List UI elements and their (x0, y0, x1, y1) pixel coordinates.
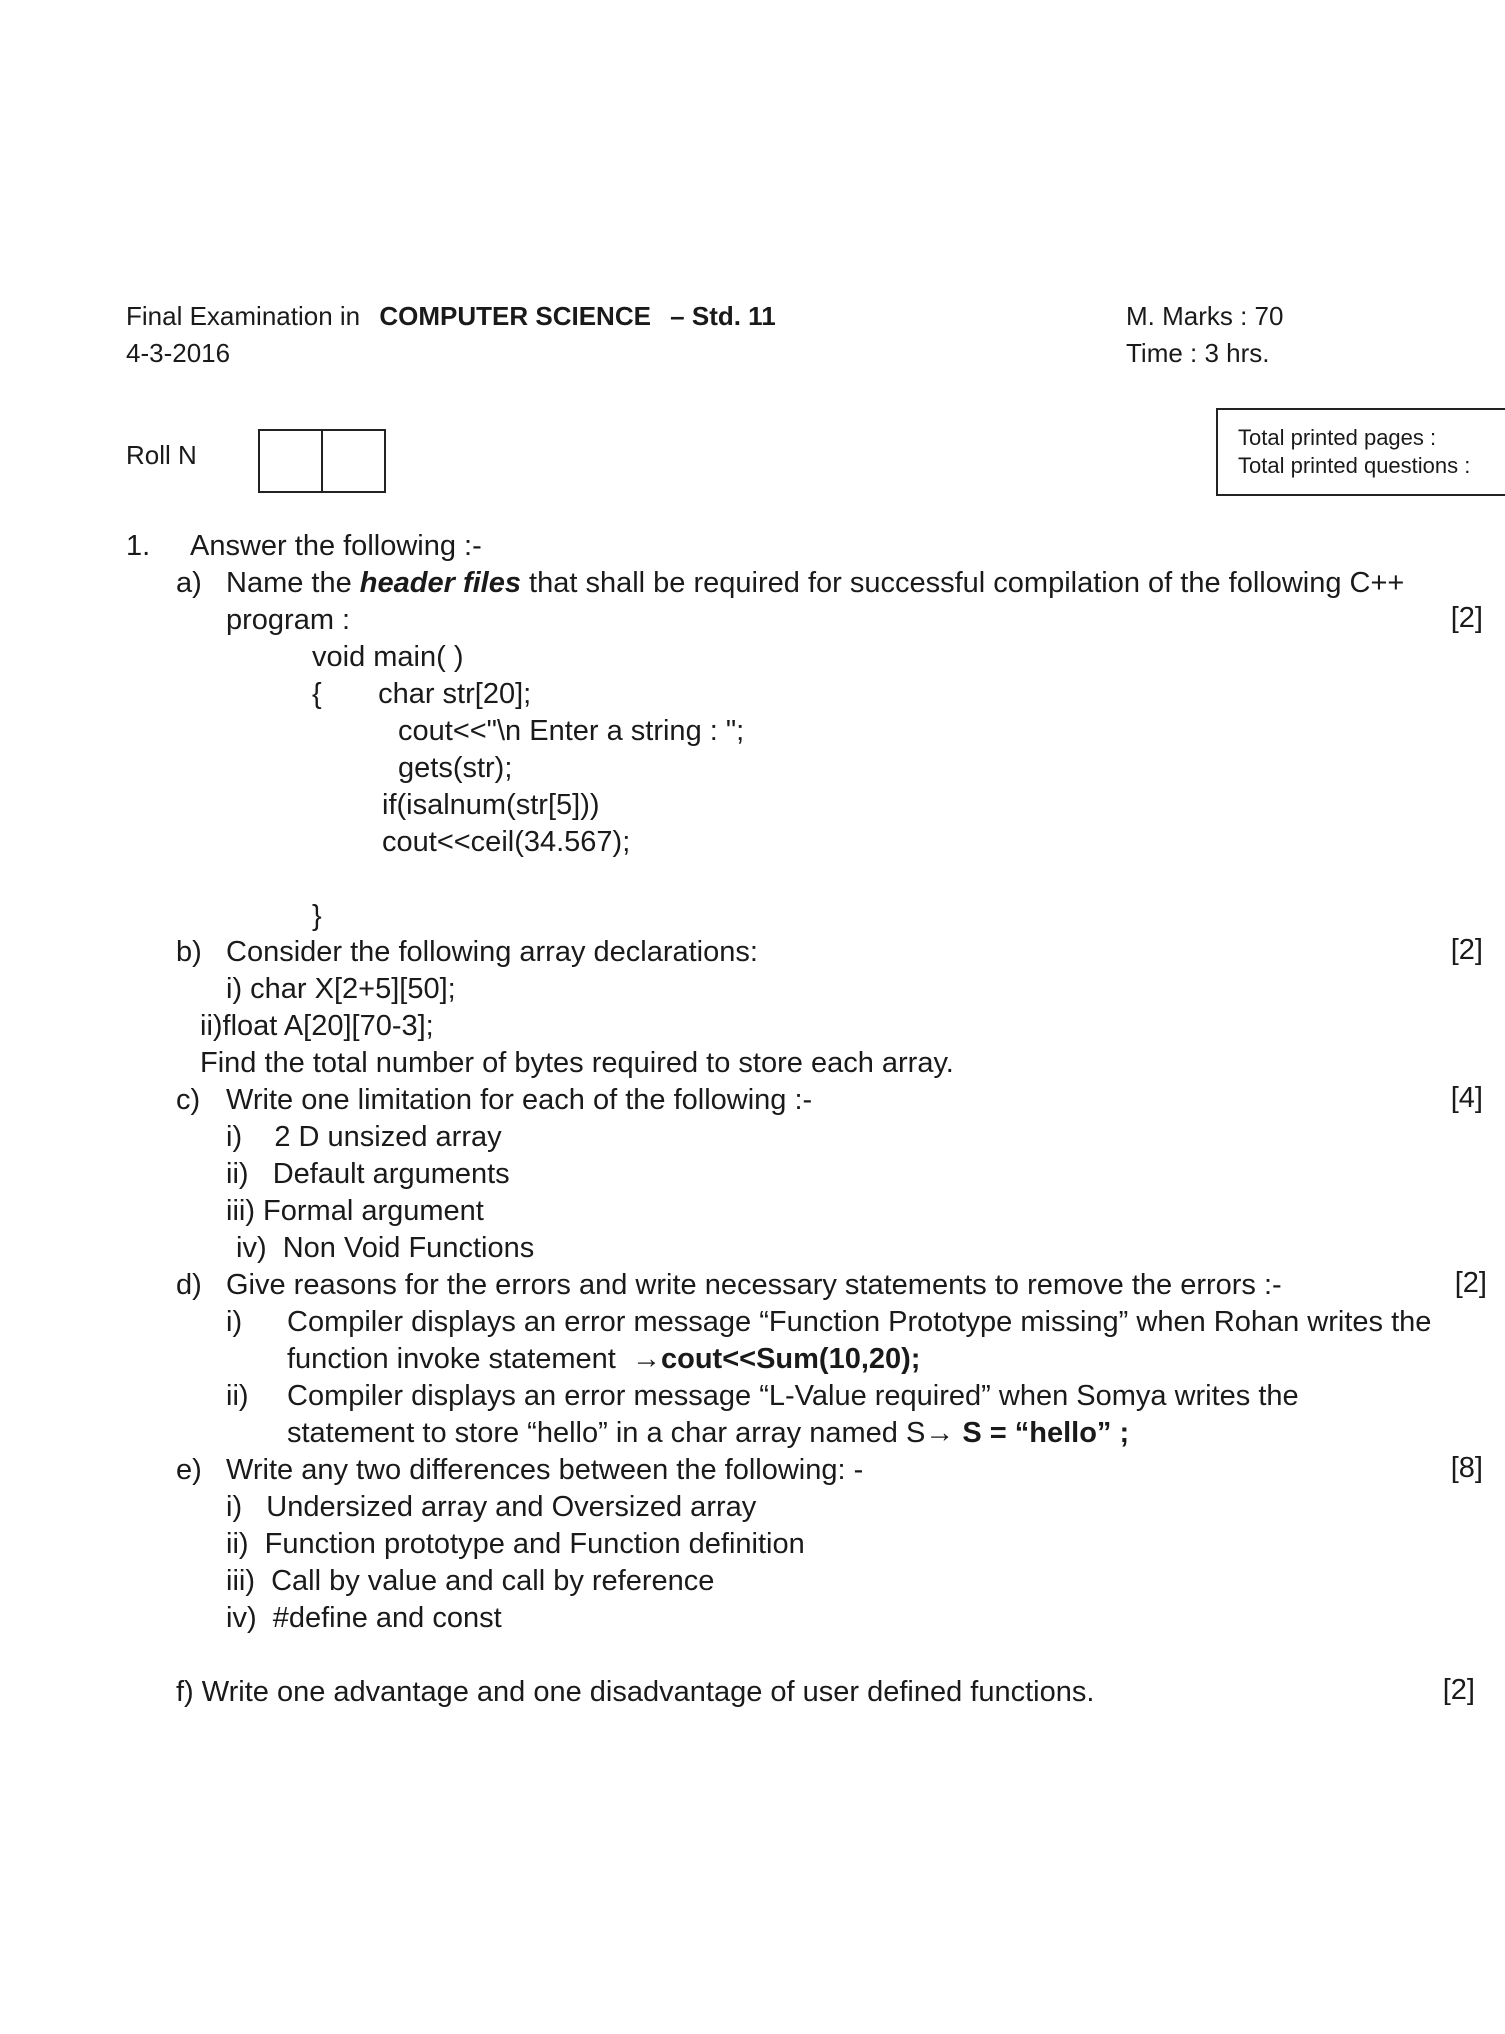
code-line: cout<<ceil(34.567); (382, 826, 631, 858)
q1d-ii-code: S = “hello” ; (962, 1417, 1130, 1449)
q1b-footer: Find the total number of bytes required to store each array. (200, 1047, 954, 1079)
q1d-text: Give reasons for the errors and write necessary statements to remove the errors :- (226, 1269, 1282, 1301)
q1d-label: d) (176, 1269, 202, 1301)
max-marks: M. Marks : 70 (1126, 301, 1284, 331)
exam-title (126, 301, 776, 332)
q1c-marks: [4] (1450, 1082, 1483, 1114)
code-line: gets(str); (398, 752, 513, 784)
exam-subject: COMPUTER SCIENCE (379, 301, 651, 331)
exam-std: – Std. 11 (670, 301, 776, 331)
total-pages-label: Total printed pages : (1238, 425, 1437, 450)
roll-number-boxes (258, 429, 386, 493)
q1d-i-line2-text: function invoke statement → (287, 1343, 661, 1375)
q1c-item: iii) Formal argument (226, 1195, 484, 1227)
q1a-label: a) (176, 567, 202, 599)
q1a-text-pre: Name the (226, 567, 360, 599)
q1a-marks: [2] (1450, 602, 1483, 634)
q1d-ii-line1: Compiler displays an error message “L-Value required” when Somya writes the (287, 1380, 1299, 1412)
code-line: cout<<"\n Enter a string : "; (398, 715, 745, 747)
q1a-emphasis: header files (359, 567, 521, 599)
q1d-ii-line2-text: statement to store “hello” in a char array named S→ (287, 1417, 963, 1449)
q1f-text: f) Write one advantage and one disadvantage of user defined functions. (176, 1676, 1095, 1708)
q1d-i-code: cout<<Sum(10,20); (660, 1343, 921, 1375)
q1a-text (226, 565, 1404, 602)
total-questions-label: Total printed questions : (1238, 453, 1471, 478)
q1b-item: ii)float A[20][70-3]; (200, 1010, 434, 1042)
q1e-item: ii) Function prototype and Function definition (226, 1528, 805, 1560)
q1d-i-line1: Compiler displays an error message “Function Prototype missing” when Rohan writes the (287, 1306, 1432, 1338)
q1e-item: iv) #define and const (226, 1602, 502, 1634)
roll-label: Roll N (126, 440, 197, 470)
q1b-text: Consider the following array declarations: (226, 936, 758, 968)
q1d-ii-line2 (287, 1415, 1129, 1452)
q1f-marks: [2] (1442, 1674, 1475, 1706)
roll-box-cell (323, 431, 384, 491)
q1b-marks: [2] (1450, 934, 1483, 966)
q1d-i-label: i) (226, 1306, 243, 1338)
q1c-item: iv) Non Void Functions (236, 1232, 535, 1264)
q1d-marks: [2] (1454, 1267, 1487, 1299)
q1c-item: ii) Default arguments (226, 1158, 510, 1190)
q1c-item: i) 2 D unsized array (226, 1121, 502, 1153)
q1c-text: Write one limitation for each of the following :- (226, 1084, 813, 1116)
q1b-item: i) char X[2+5][50]; (226, 973, 456, 1005)
q1e-marks: [8] (1450, 1452, 1483, 1484)
exam-time: Time : 3 hrs. (1126, 338, 1270, 368)
q1-title: Answer the following :- (190, 530, 482, 562)
code-line: } (312, 900, 322, 932)
exam-prefix: Final Examination in (126, 301, 361, 331)
q1d-ii-label: ii) (226, 1380, 249, 1412)
print-info-box (1216, 408, 1505, 496)
code-line: void main( ) (312, 641, 464, 673)
q1-number: 1. (126, 530, 151, 562)
q1e-label: e) (176, 1454, 202, 1486)
exam-date: 4-3-2016 (126, 338, 231, 368)
code-line: if(isalnum(str[5])) (382, 789, 600, 821)
q1d-i-line2 (287, 1341, 920, 1378)
q1c-label: c) (176, 1084, 201, 1116)
q1a-text-post: that shall be required for successful compilation of the following C++ (520, 567, 1405, 599)
code-line: { char str[20]; (312, 678, 532, 710)
q1e-item: i) Undersized array and Oversized array (226, 1491, 757, 1523)
q1e-text: Write any two differences between the following: - (226, 1454, 864, 1486)
q1a-text-line2: program : (226, 604, 351, 636)
q1b-label: b) (176, 936, 202, 968)
q1e-item: iii) Call by value and call by reference (226, 1565, 715, 1597)
roll-box-cell (260, 431, 323, 491)
